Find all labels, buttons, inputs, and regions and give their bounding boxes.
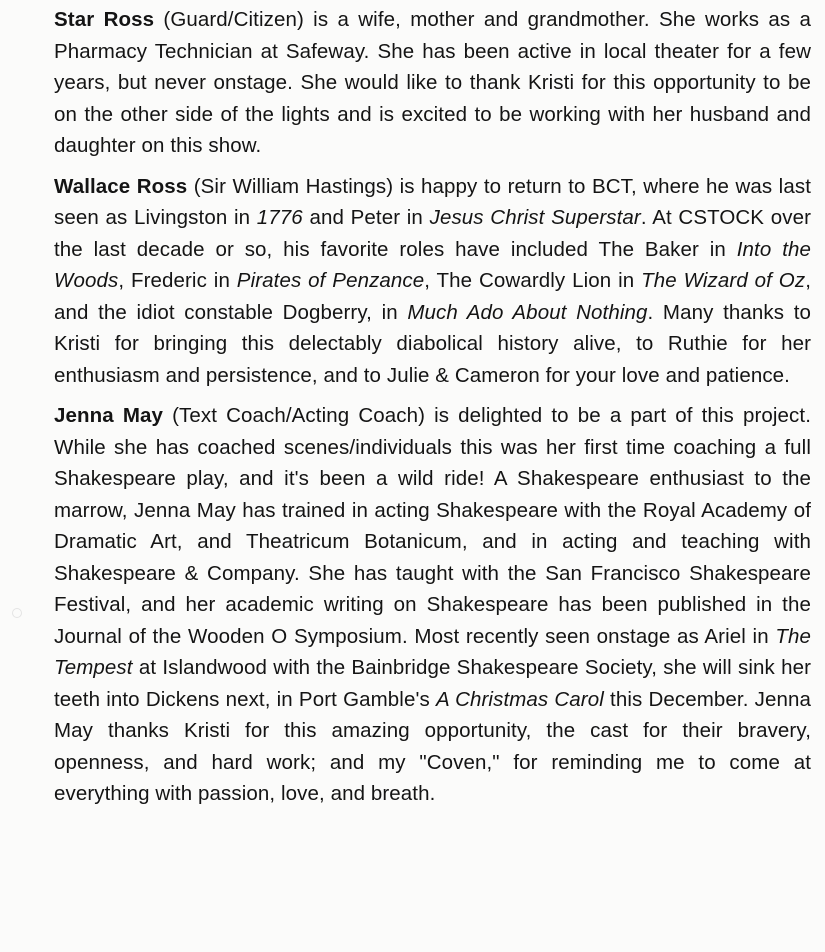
bio-text: (Sir William Hastings) is happy to return to BCT, where he was last seen as Livingston in: [54, 174, 811, 229]
production-title: Pirates of Penzance: [236, 269, 425, 292]
production-title: Much Ado About Nothing: [407, 300, 648, 324]
production-title: Jesus Christ Superstar: [429, 206, 641, 229]
bio-text: , The Cowardly Lion in: [424, 269, 642, 292]
bio-text: and Peter in: [302, 206, 430, 229]
paper-speck: [12, 608, 22, 618]
bio-text: , and the idiot constable Dogberry, in: [54, 269, 812, 324]
bio-name: Star Ross: [54, 8, 155, 31]
production-title: Into the Woods: [54, 237, 811, 292]
bio-text: (Text Coach/Acting Coach) is delighted to be a part of this project. While she has coached scenes/individuals this was her first time coaching a full Shakespeare play, and it's been a wild ride! A Shakespeare enthusiast to the marrow, Jenna May has trained in acting Shakespeare with the Royal Academy of Dramatic Art, and Theatricum Botanicum, and in acting and teaching with Shakespeare & Company. She has taught with the San Francisco Shakespeare Festival, and her academic writing on Shakespeare has been published in the Journal of the Wooden O Symposium. Most recently seen onstage as Ariel in: [54, 404, 811, 648]
bio-name: Wallace Ross: [54, 174, 188, 198]
production-title: A Christmas Carol: [435, 687, 604, 711]
bio-name: Jenna May: [54, 404, 164, 427]
bio-jenna-may: [54, 400, 811, 810]
bio-text: (Guard/Citizen) is a wife, mother and grandmother. She works as a Pharmacy Technician at Safeway. She has been active in local theater for a few years, but never onstage. She would like to thank Kristi for this opportunity to be on the other side of the lights and is excited to be working with her husband and daughter on this show.: [54, 8, 811, 157]
production-title: The Wizard of Oz: [641, 269, 806, 292]
bio-wallace-ross: [54, 171, 811, 392]
bio-text: at Islandwood with the Bainbridge Shakespeare Society, she will sink her teeth into Dickens next, in Port Gamble's: [54, 656, 811, 711]
production-title: 1776: [256, 206, 303, 229]
production-title: The Tempest: [54, 624, 811, 679]
bio-text: . Many thanks to Kristi for bringing this delectably diabolical history alive, to Ruthie for her enthusiasm and persistence, and to Julie & Cameron for your love and patience.: [54, 300, 811, 387]
program-bios-page: [54, 4, 811, 819]
bio-text: this December. Jenna May thanks Kristi for this amazing opportunity, the cast for their bravery, openness, and hard work; and my "Coven," for reminding me to come at everything with passion, love, and breath.: [54, 687, 811, 805]
bio-star-ross: [54, 4, 811, 162]
bio-text: . At CSTOCK over the last decade or so, his favorite roles have included The Baker in: [54, 206, 812, 261]
bio-text: , Frederic in: [118, 269, 237, 292]
